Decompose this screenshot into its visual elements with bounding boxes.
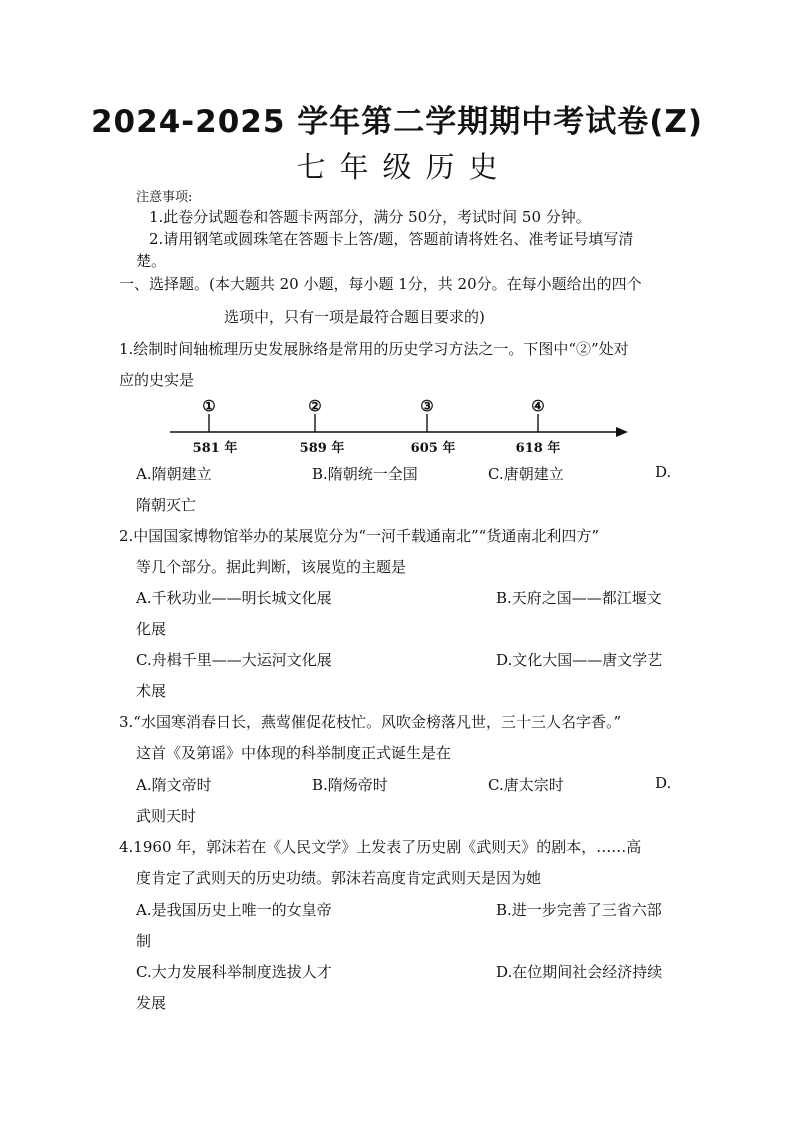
q2-option-c: C.舟楫千里——大运河文化展 [136,651,332,669]
q4-option-d: D.在位期间社会经济持续 [496,963,663,981]
q4-stem-cont: 度肯定了武则天的历史功绩。郭沫若高度肯定武则天是因为她 [136,869,542,887]
q4-stem: 4.1960 年，郭沫若在《人民文学》上发表了历史剧《武则天》的剧本，……高 [119,838,642,856]
q3-stem-cont: 这首《及第谣》中体现的科举制度正式诞生是在 [136,744,452,762]
notice-line-1: 1.此卷分试题卷和答题卡两部分，满分 50分，考试时间 50 分钟。 [149,208,591,226]
q2-stem: 2.中国国家博物馆举办的某展览分为“一河千载通南北”“货通南北利四方” [119,527,599,545]
notice-line-2: 2.请用钢笔或圆珠笔在答题卡上答/题，答题前请将姓名、准考证号填写清 [149,230,634,248]
q3-option-b: B.隋炀帝时 [312,776,388,794]
section-1-instructions: 一、选择题。(本大题共 20 小题，每小题 1分，共 20分。在每小题给出的四个 [119,275,642,293]
exam-title: 2024-2025 学年第二学期期中考试卷(Z) [90,104,704,140]
q3-stem: 3.“水国寒消春日长，燕莺催促花枝忙。风吹金榜落凡世，三十三人名字香。” [119,713,622,731]
q2-option-a: A.千秋功业——明长城文化展 [136,589,332,607]
timeline-marker-3: ③ [420,397,434,415]
q4-option-b: B.进一步完善了三省六部 [496,901,662,919]
q1-stem: 1.绘制时间轴梳理历史发展脉络是常用的历史学习方法之一。下图中“②”处对 [119,340,629,358]
q2-option-d-cont: 术展 [136,682,167,700]
q2-option-b: B.天府之国——都江堰文 [496,589,662,607]
q1-option-c: C.唐朝建立 [488,465,564,483]
q1-option-d-cont: 隋朝灭亡 [136,496,197,514]
q2-stem-cont: 等几个部分。据此判断，该展览的主题是 [136,558,407,576]
timeline-year-2: 589 年 [299,441,345,456]
q4-option-d-cont: 发展 [136,994,167,1012]
timeline-marker-1: ① [202,397,216,415]
q4-option-b-cont: 制 [136,932,152,950]
q1-option-b: B.隋朝统一全国 [312,465,418,483]
section-1-instructions-cont: 选项中，只有一项是最符合题目要求的) [224,308,485,326]
notice-heading: 注意事项: [136,190,193,205]
timeline-arrow-head [616,427,628,437]
q1-option-a: A.隋朝建立 [136,465,212,483]
exam-subtitle: 七年级历史 [296,150,512,184]
timeline-marker-2: ② [308,397,322,415]
q2-option-d: D.文化大国——唐文学艺 [496,651,663,669]
q3-option-d: D. [655,774,672,792]
timeline-year-3: 605 年 [410,441,456,456]
q1-stem-cont: 应的史实是 [119,371,195,389]
notice-line-2-cont: 楚。 [136,252,167,270]
q1-option-d: D. [655,463,672,481]
q3-option-a: A.隋文帝时 [136,776,212,794]
q4-option-a: A.是我国历史上唯一的女皇帝 [136,901,332,919]
q4-option-c: C.大力发展科举制度选拔人才 [136,963,332,981]
timeline-year-4: 618 年 [515,441,561,456]
timeline-year-1: 581 年 [192,441,238,456]
q3-option-c: C.唐太宗时 [488,776,564,794]
q2-option-b-cont: 化展 [136,620,167,638]
timeline-marker-4: ④ [531,397,545,415]
q3-option-d-cont: 武则天时 [136,807,197,825]
